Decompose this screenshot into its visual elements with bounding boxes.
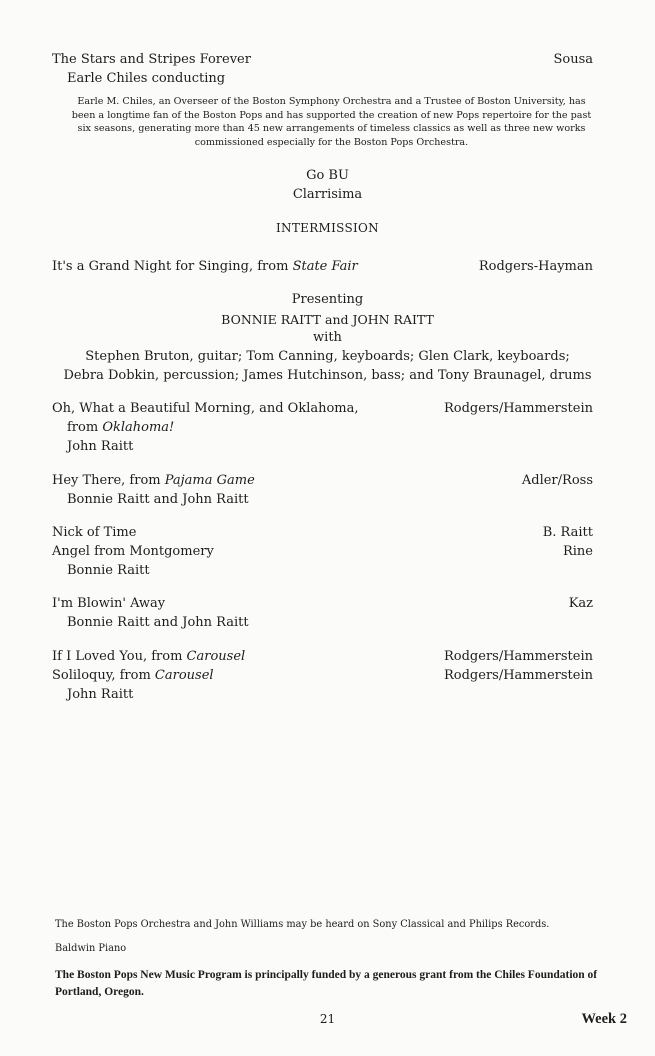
piece-title: Nick of Time <box>52 525 137 540</box>
composer: B. Raitt <box>542 525 593 540</box>
performer: Bonnie Raitt and John Raitt <box>67 492 249 507</box>
piece-title: If I Loved You, from Carousel <box>52 649 246 664</box>
composer: Kaz <box>568 596 593 611</box>
with-label: with <box>313 330 342 345</box>
composer: Rodgers/Hammerstein <box>444 649 593 664</box>
performer: John Raitt <box>67 687 134 702</box>
go-bu: Go BU <box>306 168 349 183</box>
page-number: 21 <box>319 1012 336 1026</box>
piece-title: It's a Grand Night for Singing, from State Fair <box>52 259 358 274</box>
piece-title: Angel from Montgomery <box>52 544 214 559</box>
performer: Bonnie Raitt and John Raitt <box>67 615 249 630</box>
conductor-note: Earle M. Chiles, an Overseer of the Boston Symphony Orchestra and a Trustee of Boston University, has been a longtime fan of the Boston Pops and has supported the creation of new Pops repertoire for the past six seasons, generating more than 45 new arrangements of timeless classics as well as three new works commissioned especially for the Boston Pops Orchestra. <box>71 96 592 148</box>
piece-title: The Stars and Stripes Forever <box>52 52 251 67</box>
piano-credit: Baldwin Piano <box>55 943 127 954</box>
intermission-heading: INTERMISSION <box>276 221 379 235</box>
composer: Adler/Ross <box>521 473 593 488</box>
piece-title: Hey There, from Pajama Game <box>52 473 255 488</box>
piece-title: Soliloquy, from Carousel <box>52 668 214 683</box>
piece-title: Oh, What a Beautiful Morning, and Oklahoma, <box>52 401 359 416</box>
band-line-1: Stephen Bruton, guitar; Tom Canning, keyboards; Glen Clark, keyboards; <box>85 349 570 364</box>
composer: Rodgers/Hammerstein <box>444 401 593 416</box>
featured-artists: BONNIE RAITT and JOHN RAITT <box>221 312 434 327</box>
conductor-line: Earle Chiles conducting <box>67 71 226 86</box>
presenting-label: Presenting <box>291 292 364 307</box>
clarrisima: Clarrisima <box>292 187 363 202</box>
week-label: Week 2 <box>581 1011 627 1027</box>
records-note: The Boston Pops Orchestra and John Williams may be heard on Sony Classical and Philips Records. <box>55 919 550 930</box>
piece-source: from Oklahoma! <box>67 420 175 435</box>
band-line-2: Debra Dobkin, percussion; James Hutchinson, bass; and Tony Braunagel, drums <box>63 368 592 383</box>
composer: Rodgers/Hammerstein <box>444 668 593 683</box>
funding-credit: The Boston Pops New Music Program is principally funded by a generous grant from the Chiles Foundation of Portland, Oregon. <box>55 969 598 998</box>
performer: Bonnie Raitt <box>67 563 150 578</box>
composer: Sousa <box>553 52 593 67</box>
composer: Rodgers-Hayman <box>478 259 593 274</box>
composer: Rine <box>562 544 593 559</box>
piece-title: I'm Blowin' Away <box>52 596 166 611</box>
performer: John Raitt <box>67 439 134 454</box>
